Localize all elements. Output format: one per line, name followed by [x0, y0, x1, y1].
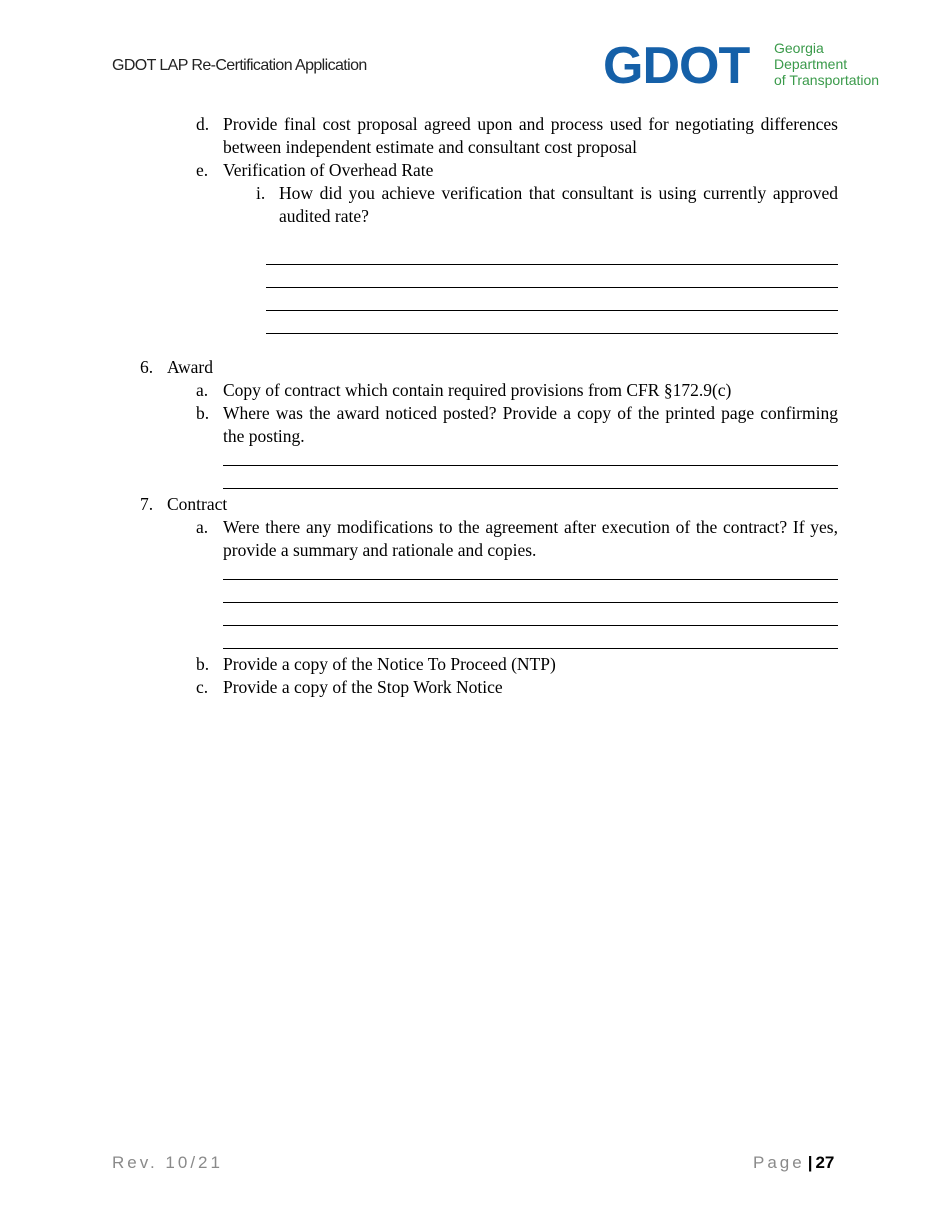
- list-marker: c.: [196, 677, 209, 697]
- item-7c-text: Provide a copy of the Stop Work Notice: [223, 677, 503, 697]
- item-e-i-text: How did you achieve verification that consultant is using currently approved audited rate?: [279, 183, 838, 226]
- answer-line[interactable]: [223, 602, 838, 603]
- section-6-title: Award: [167, 357, 214, 377]
- page-separator: |: [807, 1153, 813, 1172]
- item-7b-text: Provide a copy of the Notice To Proceed (NTP): [223, 654, 556, 674]
- section-number: 7.: [140, 494, 154, 514]
- item-e-text: Verification of Overhead Rate: [223, 160, 434, 180]
- item-7a-text: Were there any modifications to the agreement after execution of the contract? If yes, provide a summary and rationale and copies.: [223, 517, 838, 560]
- logo-subtitle: [774, 40, 879, 88]
- page-indicator: [753, 1153, 834, 1173]
- answer-line[interactable]: [223, 625, 838, 626]
- list-marker: i.: [256, 183, 266, 203]
- section-number: 6.: [140, 357, 154, 377]
- list-marker: a.: [196, 380, 209, 400]
- page-label: Page: [753, 1153, 805, 1172]
- answer-line[interactable]: [266, 287, 838, 288]
- list-marker: d.: [196, 114, 210, 134]
- item-6b-text: Where was the award noticed posted? Provide a copy of the printed page confirming the posting.: [223, 403, 838, 446]
- answer-line[interactable]: [223, 648, 838, 649]
- item-6a-text: Copy of contract which contain required provisions from CFR §172.9(c): [223, 380, 732, 400]
- section-7-title: Contract: [167, 494, 228, 514]
- gdot-logo: [603, 37, 893, 95]
- answer-line[interactable]: [223, 579, 838, 580]
- logo-line-3: of Transportation: [774, 72, 880, 88]
- list-marker: b.: [196, 403, 210, 423]
- list-marker: a.: [196, 517, 209, 537]
- answer-line[interactable]: [266, 264, 838, 265]
- revision-label: Rev. 10/21: [112, 1153, 223, 1172]
- list-marker: b.: [196, 654, 210, 674]
- logo-line-2: Department: [774, 56, 848, 72]
- answer-line[interactable]: [266, 333, 838, 334]
- answer-line[interactable]: [266, 310, 838, 311]
- header-title: GDOT LAP Re-Certification Application: [112, 57, 367, 74]
- item-d-text: Provide final cost proposal agreed upon and process used for negotiating differences between independent estimate and consultant cost proposal: [223, 114, 838, 157]
- answer-line[interactable]: [223, 465, 838, 466]
- page-number: 27: [815, 1153, 835, 1172]
- logo-line-1: Georgia: [774, 40, 824, 56]
- logo-letters: GDOT: [603, 37, 750, 95]
- list-marker: e.: [196, 160, 209, 180]
- answer-line[interactable]: [223, 488, 838, 489]
